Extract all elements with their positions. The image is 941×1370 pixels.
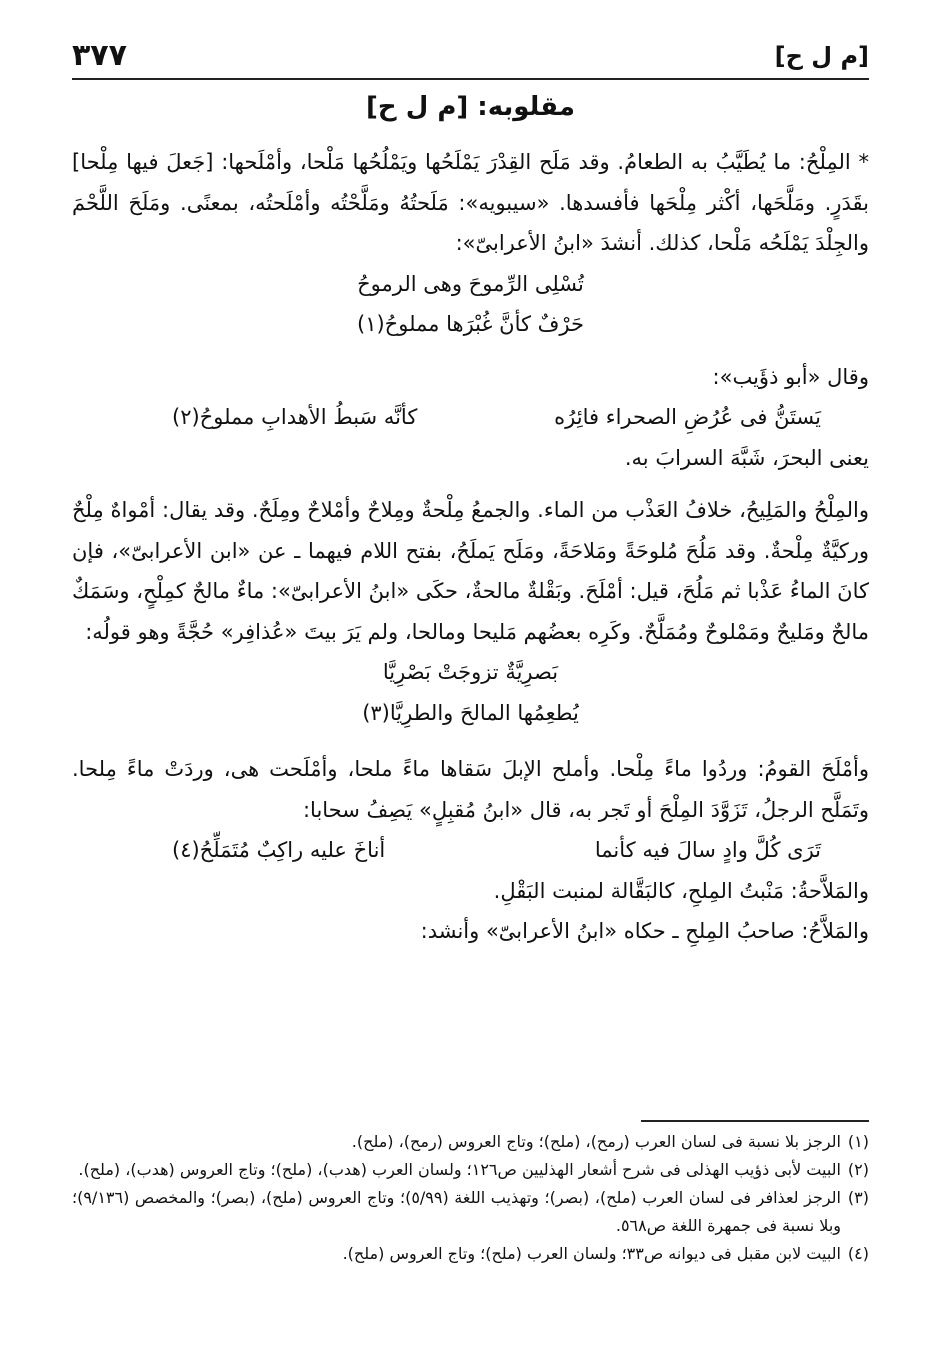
verse-line: حَرْفٌ كأنَّ غُبْرَها مملوحُ(١) <box>357 312 584 336</box>
paragraph-abu-dhuayb: وقال «أبو ذؤَيب»: <box>712 364 869 389</box>
footnote-number: ( ٤ ) <box>848 1240 869 1268</box>
spacer <box>72 345 869 357</box>
spacer <box>72 478 869 490</box>
footnote-rule <box>641 1120 869 1122</box>
running-head <box>72 38 869 78</box>
footnote-number: ( ٢ ) <box>848 1156 869 1184</box>
verse-hemistich-second: أناخَ عليه راكِبٌ مُتَمَلِّحُ(٤) <box>172 838 386 862</box>
footnote-text: البيت لأبى ذؤيب الهذلى فى شرح أشعار الهذليين ص١٢٦؛ ولسان العرب (هدب)، (ملح)؛ وتاج العروس (هدب)، (ملح). <box>78 1160 841 1179</box>
footnote-number: ( ١ ) <box>848 1128 869 1156</box>
verse-couplet <box>72 397 869 438</box>
footnote-1 <box>72 1128 869 1156</box>
verse-hemistich-first: يَستَنُّ فى عُرُضِ الصحراء فائِرُه <box>554 405 821 429</box>
section-title: مقلوبه: [م ل ح] <box>366 92 575 122</box>
footnote-text: البيت لابن مقبل فى ديوانه ص٣٣؛ ولسان العرب (ملح)؛ وتاج العروس (ملح). <box>342 1244 841 1263</box>
footnote-3 <box>72 1184 869 1240</box>
page-number: ٣٧٧ <box>72 38 127 73</box>
main-text <box>72 142 869 952</box>
footnote-4 <box>72 1240 869 1268</box>
paragraph-mallaha: والمَلاَّحةُ: مَنْبتُ المِلحِ، كالبَقَّالة لمنبت البَقْلِ. <box>493 878 869 903</box>
footnote-text: الرجز بلا نسبة فى لسان العرب (رمح)، (ملح)؛ وتاج العروس (رمح)، (ملح). <box>351 1132 841 1151</box>
paragraph-salt-water: والمِلْحُ والمَلِيحُ، خلافُ العَذْب من الماء. والجمعُ مِلْحةٌ ومِلاحٌ وأمْلاحٌ ومِلَحٌ. وقد يقال: أمْواهٌ مِلْحٌ وركيَّةٌ مِلْحةٌ. وقد مَلُحَ مُلوحَةً ومَلاحَةً، ومَلَح يَملَحُ، بفتح اللام فيهما ـ عن «ابن الأعرابىّ»، فإن كانَ الماءُ عَذْبا ثم مَلُحَ، قيل: أمْلَحَ. وبَقْلةٌ مالحةٌ، حكَى «ابنُ الأعرابىّ»: ماءٌ مالحٌ كمِلْحٍ، وسَمَكٌ مالحٌ ومَليحٌ ومَمْلوحٌ ومُمَلَّحٌ. وكَرِه بعضُهم مَليحا ومالحا، ولم يَرَ بيتَ «عُذافِر» حُجَّةً وهو قولُه: <box>72 498 869 644</box>
verse-hemistich-second: كأنَّه سَبطُ الأهدابِ مملوحُ(٢) <box>172 405 418 429</box>
paragraph-mallah: والمَلاَّحُ: صاحبُ المِلحِ ـ حكاه «ابنُ الأعرابىّ» وأنشد: <box>420 919 869 943</box>
verse-couplet <box>72 830 869 871</box>
footnote-2 <box>72 1156 869 1184</box>
running-head-title: [م ل ح] <box>774 42 869 70</box>
verse-line: بَصرِيَّةٌ تزوجَتْ بَصْرِيَّا <box>382 660 559 684</box>
header-rule <box>72 78 869 80</box>
verse-hemistich-first: تَرَى كُلَّ وادٍ سالَ فيه كأنما <box>594 838 821 862</box>
spacer <box>72 733 869 749</box>
paragraph-explanation: يعنى البحرَ، شَبَّهَ السرابَ به. <box>624 445 869 470</box>
verse-line: تُسْلِى الرِّموحَ وهى الرموحُ <box>357 271 584 296</box>
paragraph-milh-definition: * المِلْحُ: ما يُطَيَّبُ به الطعامُ. وقد مَلَح القِدْرَ يَمْلَحُها ويَمْلُحُها مَلْحا، وأمْلَحها: [جَعلَ فيها مِلْحا] بقَدَرٍ. ومَلَّحَها، أكْثر مِلْحَها فأفسدها. «سيبويه»: مَلَحتُهُ ومَلَّحْتُه وأمْلَحتُه، بمعنًى. ومَلَحَ اللَّحْمَ والجِلْدَ يَمْلَحُه مَلْحا، كذلك. أنشدَ «ابنُ الأعرابىّ»: <box>72 150 869 255</box>
verse-line: يُطعِمُها المالحَ والطرِيَّا(٣) <box>362 700 579 725</box>
paragraph-amlaha: وأمْلَحَ القومُ: وردُوا ماءً مِلْحا. وأملح الإبلَ سَقاها ماءً ملحا، وأمْلَحت هى، وردَتْ ماءً مِلحا. وتَمَلَّح الرجلُ، تَزَوَّدَ المِلْحَ أو تَجر به، قال «ابنُ مُقبِلٍ» يَصِفُ سحابا: <box>72 757 869 822</box>
footnotes <box>72 1120 869 1268</box>
book-page <box>72 0 869 1370</box>
footnote-text: الرجز لعذافر فى لسان العرب (ملح)، (بصر)؛ وتهذيب اللغة (٥/٩٩)؛ وتاج العروس (ملح)، (بصر)؛ والمخصص (٩/١٣٦)؛ وبلا نسبة فى جمهرة اللغة ص٥٦٨. <box>72 1188 841 1235</box>
footnote-number: ( ٣ ) <box>848 1184 869 1212</box>
